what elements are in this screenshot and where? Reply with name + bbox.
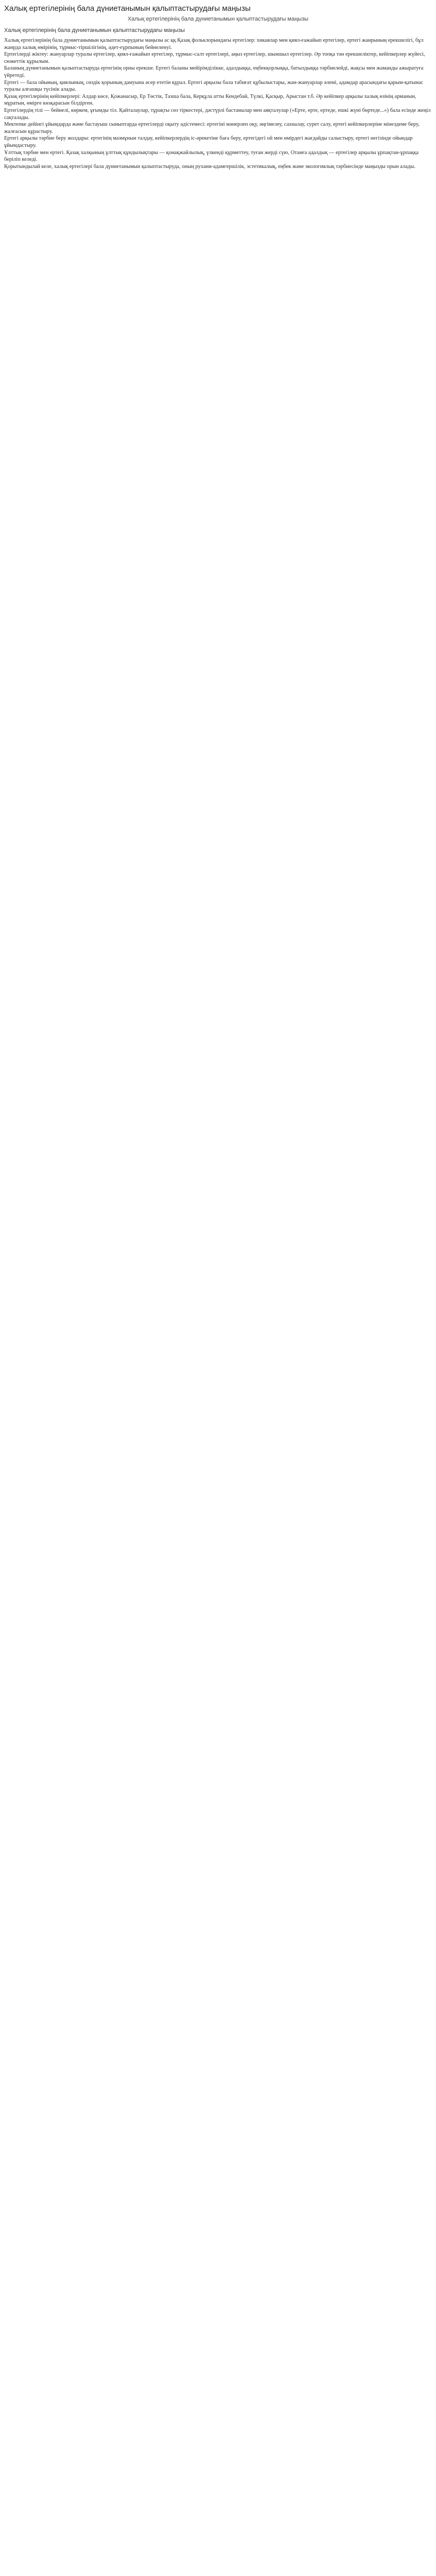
paragraph: Халық ертегілерінің бала дүниетанымын қалыптастырудағы маңызы ас ққ Қазақ фольклорындағы ертегілер: хикаялар мен қиял-ғажайып ертегілер, ертегі жанрының ерекшелігі, бұл жанрда халық өмірінің, тұрмыс-тіршілігінің, әдет-ғұрпының бейнеленуі.	[4, 38, 424, 50]
paragraph: Ертегі — бала ойының, қиялының, сөздік қорының дамуына әсер ететін құрал. Ертегі арқылы бала табиғат құбылыстары, жан-жануарлар әлемі, адамдар арасындағы қарым-қатынас туралы алғашқы түсінік алады.	[4, 79, 424, 93]
page	[0, 0, 436, 173]
lead-text: Халық ертегілерінің бала дүниетанымын қалыптастырудағы маңызы	[4, 27, 185, 33]
paragraph: Ертегілердің тілі — бейнелі, көркем, ұғымды тіл. Қайталаулар, тұрақты сөз тіркестері, дәстүрлі бастамалар мен аяқталулар («Ерте, ерте, ертеде, ешкі жүні бөртеде...») бала есінде жеңіл сақталады.	[4, 107, 431, 121]
article-body	[4, 37, 432, 170]
paragraph: Қазақ ертегілерінің кейіпкерлері: Алдар көсе, Қожанасыр, Ер Төстік, Тазша бала, Керқұла атты Кендебай, Түлкі, Қасқыр, Арыстан т.б. Әр кейіпкер арқылы халық өзінің арманын, мұратын, өмірге көзқарасын білдірген.	[4, 93, 416, 107]
paragraph: Ертегі арқылы тәрбие беру жолдары: ертегінің мазмұнын талдау, кейіпкерлердің іс-әрекетіне баға беру, ертегідегі ой мен өмірдегі жағдайды салыстыру, ертегі негізінде ойындар ұйымдастыру.	[4, 135, 413, 148]
paragraph: Баланың дүниетанымын қалыптастыруда ертегінің орны ерекше. Ертегі баланы мейірімділікке, адалдыққа, еңбекқорлыққа, батылдыққа тәрбиелейді, жақсы мен жаманды ажыратуға үйретеді.	[4, 65, 424, 78]
paragraph: Ертегілерді жіктеу: жануарлар туралы ертегілер, қиял-ғажайып ертегілер, тұрмыс-салт ертегілері, аңыз ертегілер, шыншыл ертегілер. Әр топқа тән ерекшеліктер, кейіпкерлер жүйесі, сюжеттік құрылым.	[4, 52, 425, 64]
paragraph: Қорытындылай келе, халық ертегілері бала дүниетанымын қалыптастыруда, оның рухани-адамгершілік, эстетикалық, еңбек және экологиялық тәрбиесінде маңызды орын алады.	[4, 163, 415, 170]
paragraph: Мектепке дейінгі ұйымдарда және бастауыш сыныптарда ертегілерді оқыту әдістемесі: ертегіні мәнерлеп оқу, әңгімелеу, сахналау, сурет салу, ертегі кейіпкерлеріне мінездеме беру, жалғасын құрастыру.	[4, 122, 420, 134]
page-title: Халық ертегілерінің бала дүниетанымын қалыптастырудағы маңызы	[4, 4, 251, 13]
paragraph: Ұлттық тәрбие мен ертегі. Қазақ халқының ұлттық құндылықтары — қонақжайлылық, үлкенді құрметтеу, туған жерді сүю, Отанға адалдық — ертегілер арқылы ұрпақтан-ұрпаққа беріліп келеді.	[4, 149, 419, 163]
page-subtitle: Халық ертегілерінің бала дүниетанымын қалыптастырудағы маңызы	[127, 16, 309, 22]
